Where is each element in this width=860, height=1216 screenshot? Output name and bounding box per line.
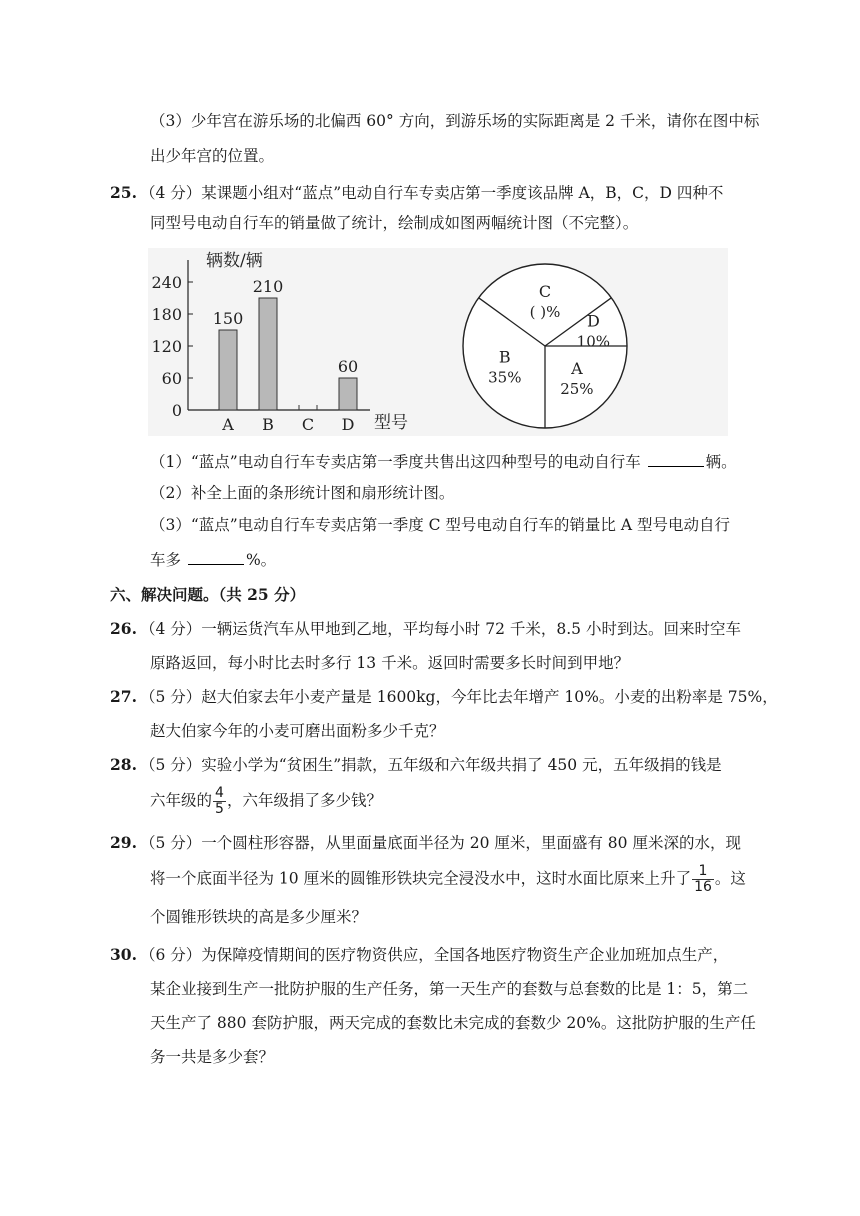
q24-part3-line2: 出少年宫的位置。 — [150, 147, 275, 165]
q25-part1-unit: 辆。 — [705, 453, 737, 471]
q29-number: 29. — [110, 833, 137, 852]
charts-svg — [148, 248, 728, 436]
pie-slice-percent-B: 35% — [488, 368, 522, 387]
q28-number: 28. — [110, 755, 137, 774]
pie-slice-percent-A: 25% — [560, 379, 594, 398]
pie-slice-percent-C: ( )% — [529, 302, 561, 321]
bar-chart — [151, 251, 408, 434]
q28-line2-text: 六年级的 — [150, 791, 213, 810]
q28-line1: （5 分）实验小学为“贫困生”捐款，五年级和六年级共捐了 450 元，五年级捐的钱是 — [140, 756, 722, 774]
q27-number: 27. — [110, 687, 137, 706]
q26-line1: （4 分）一辆运货汽车从甲地到乙地，平均每小时 72 千米，8.5 小时到达。回来时空车 — [140, 620, 741, 638]
pie-slice-percent-D: 10% — [576, 332, 611, 351]
q30-line2: 某企业接到生产一批防护服的生产任务，第一天生产的套数与总套数的比是 1：5，第二 — [150, 980, 749, 998]
y-tick-label: 120 — [151, 337, 182, 356]
bar-B — [259, 298, 277, 410]
q25-part3-blank[interactable] — [188, 548, 244, 565]
q27-line1: （5 分）赵大伯家去年小麦产量是 1600kg，今年比去年增产 10%。小麦的出粉率是 75%， — [140, 688, 778, 706]
pie-chart — [463, 264, 627, 428]
q30-number: 30. — [110, 945, 137, 964]
pie-slice-label-D: D — [586, 311, 600, 331]
fraction-4-5: $\frac{4}{5}$ — [215, 785, 224, 817]
y-axis-label: 辆数/辆 — [206, 251, 263, 271]
y-tick-label: 0 — [171, 401, 182, 420]
bar-value-label: 150 — [212, 309, 244, 328]
x-tick-label: B — [262, 415, 274, 434]
q28-line2-tail: ，六年级捐了多少钱？ — [226, 791, 382, 810]
y-tick-label: 180 — [151, 305, 182, 324]
q25-part1 — [150, 450, 737, 473]
q30-line3: 天生产了 880 套防护服，两天完成的套数比未完成的套数少 20%。这批防护服的生产任 — [150, 1014, 756, 1032]
q25-part3-line1: （3）“蓝点”电动自行车专卖店第一季度 C 型号电动自行车的销量比 A 型号电动自行 — [150, 516, 730, 534]
x-axis-label: 型号 — [374, 413, 408, 433]
x-tick-label: D — [341, 415, 355, 434]
q25-part3-line2 — [150, 548, 276, 571]
q28-line2 — [150, 786, 382, 817]
q29-line3: 个圆锥形铁块的高是多少厘米？ — [150, 908, 368, 926]
q29-line2-text: 将一个底面半径为 10 厘米的圆锥形铁块完全浸没水中，这时水面比原来上升了 — [150, 869, 692, 888]
q25-line2: 同型号电动自行车的销量做了统计，绘制成如图两幅统计图（不完整）。 — [150, 214, 639, 232]
q27-line2: 赵大伯家今年的小麦可磨出面粉多少千克？ — [150, 722, 445, 740]
bar-value-label: 210 — [252, 277, 284, 296]
q30-line4: 务一共是多少套？ — [150, 1048, 275, 1066]
q25-part1-blank[interactable] — [648, 450, 704, 467]
statistics-figure — [148, 248, 728, 436]
q29-line2 — [150, 864, 746, 895]
q25-line1: （4 分）某课题小组对“蓝点”电动自行车专卖店第一季度该品牌 A，B，C，D 四种不 — [140, 184, 724, 202]
q24-part3-line1: （3）少年宫在游乐场的北偏西 60° 方向，到游乐场的实际距离是 2 千米，请你在图中标 — [150, 112, 760, 130]
q25-part3-text: 车多 — [150, 551, 182, 569]
q25-part1-text: （1）“蓝点”电动自行车专卖店第一季度共售出这四种型号的电动自行车 — [150, 453, 641, 471]
q29-line2-tail: 。这 — [714, 869, 746, 888]
q25-part2: （2）补全上面的条形统计图和扇形统计图。 — [150, 484, 455, 502]
section-6-title: 六、解决问题。（共 25 分） — [110, 585, 306, 604]
bar-value-label: 60 — [337, 357, 359, 376]
y-tick-label: 240 — [151, 273, 182, 292]
bar-D — [339, 378, 357, 410]
q25-part3-unit: %。 — [245, 551, 277, 569]
x-tick-label: A — [222, 415, 234, 434]
q30-line1: （6 分）为保障疫情期间的医疗物资供应，全国各地医疗物资生产企业加班加点生产， — [140, 946, 729, 964]
x-tick-label: C — [301, 415, 315, 434]
bar-A — [219, 330, 237, 410]
pie-slice-label-C: C — [538, 281, 552, 301]
pie-slice-label-B: B — [498, 347, 511, 367]
y-tick-label: 60 — [161, 369, 182, 388]
q26-line2: 原路返回，每小时比去时多行 13 千米。返回时需要多长时间到甲地？ — [150, 654, 630, 672]
fraction-1-16: $\frac{1}{16}$ — [694, 863, 712, 895]
q25-number: 25. — [110, 183, 137, 202]
q29-line1: （5 分）一个圆柱形容器，从里面量底面半径为 20 厘米，里面盛有 80 厘米深的水，现 — [140, 834, 741, 852]
pie-slice-label-A: A — [571, 358, 583, 378]
q26-number: 26. — [110, 619, 137, 638]
